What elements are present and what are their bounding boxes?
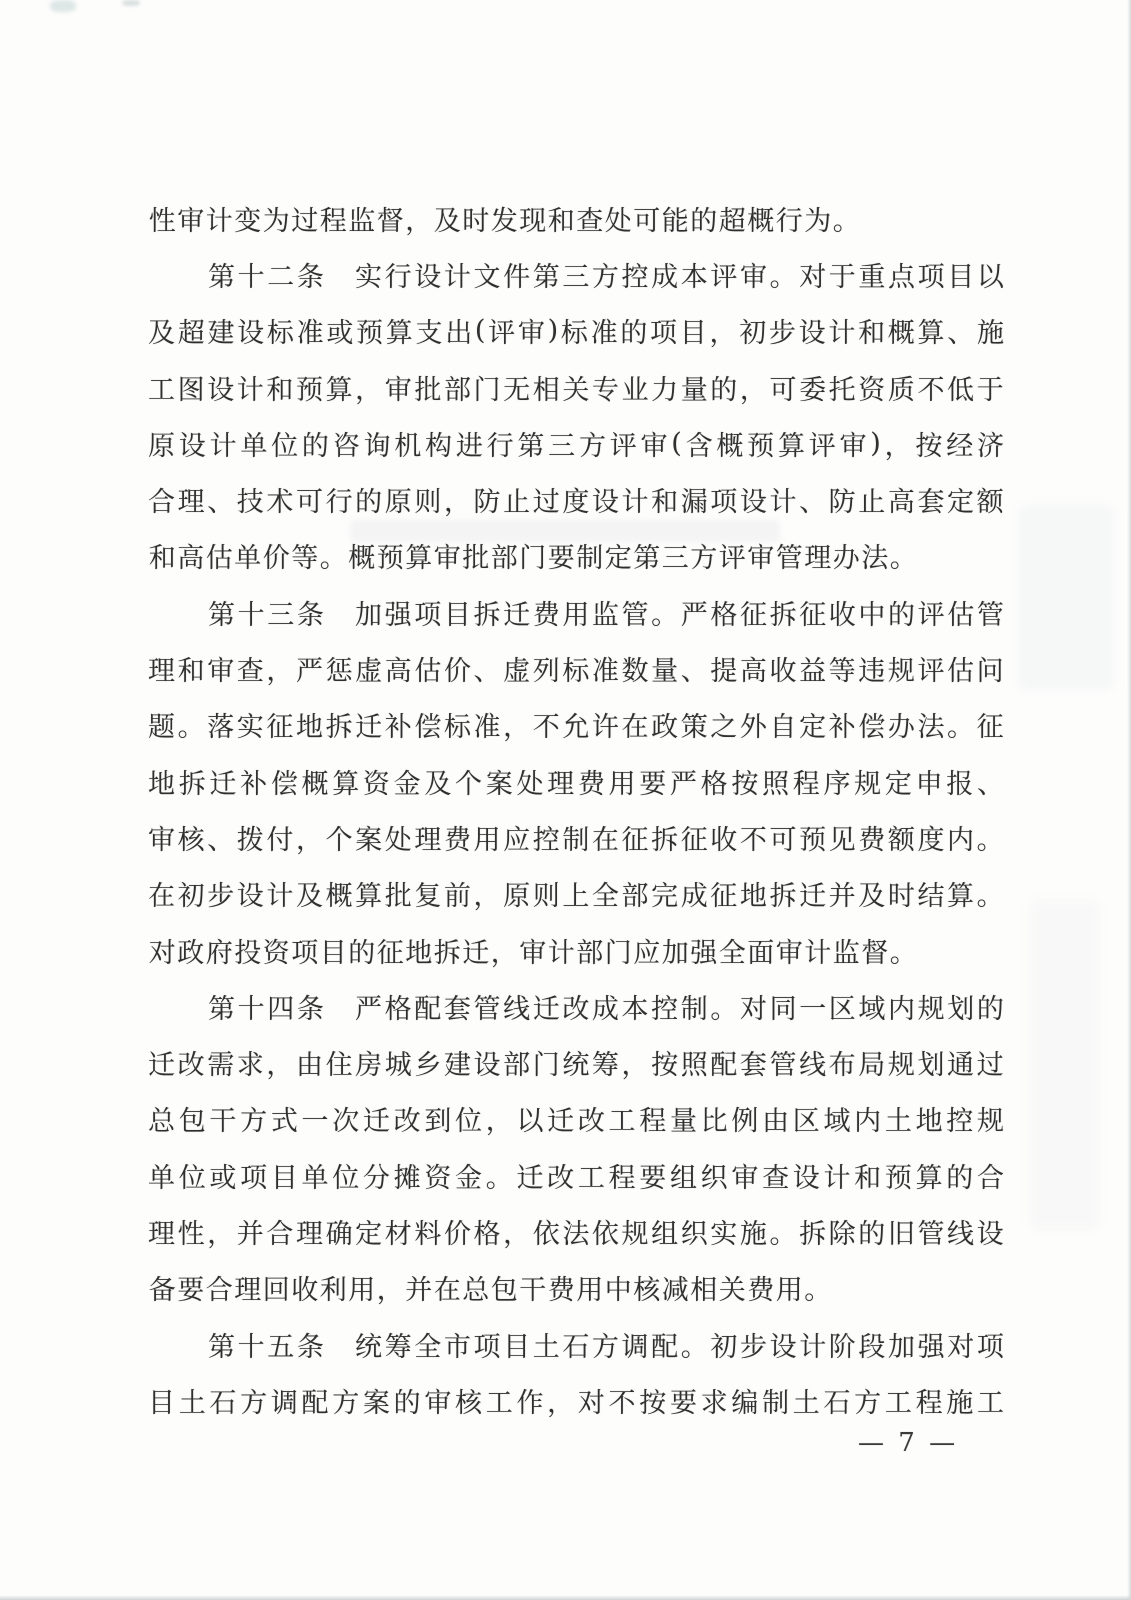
scan-edge-right	[1127, 0, 1131, 1600]
text-line: 工 图 设 计 和 预 算 ， 审 批 部 门 无 相 关 专 业 力 量 的 ， 可 委 托 资 质 不 低 于	[148, 374, 1004, 406]
text-line: 迁 改 需 求 ， 由 住 房 城 乡 建 设 部 门 统 筹 ， 按 照 配 套 管 线 布 局 规 划 通 过	[148, 1050, 1004, 1082]
text-line: 和 高 估 单 价 等 。 概 预 算 审 批 部 门 要 制 定 第 三 方 评 审 管 理 办 法 。	[148, 543, 917, 575]
text-line: 理 和 审 查 ， 严 惩 虚 高 估 价 、 虚 列 标 准 数 量 、 提 高 收 益 等 违 规 评 估 问	[148, 656, 1004, 688]
text-line: 合 理 、 技 术 可 行 的 原 则 ， 防 止 过 度 设 计 和 漏 项 设 计 、 防 止 高 套 定 额	[148, 487, 1004, 519]
bleed-through-ghost	[1030, 900, 1100, 1230]
text-line: 对 政 府 投 资 项 目 的 征 地 拆 迁 ， 审 计 部 门 应 加 强 全 面 审 计 监 督 。	[148, 937, 917, 969]
text-line: 原 设 计 单 位 的 咨 询 机 构 进 行 第 三 方 评 审 ( 含 概 预 算 评 审 ) ， 按 经 济	[148, 427, 1004, 462]
scan-smudge	[122, 0, 140, 6]
scan-smudge	[50, 0, 76, 12]
text-line: 性 审 计 变 为 过 程 监 督 ， 及 时 发 现 和 查 处 可 能 的 超 概 行 为 。	[148, 205, 860, 237]
page-number: — 7 —	[858, 1428, 959, 1458]
text-line: 第 十 二 条 实 行 设 计 文 件 第 三 方 控 成 本 评 审 。 对 于 重 点 项 目 以	[208, 261, 1004, 293]
text-line: 第 十 三 条 加 强 项 目 拆 迁 费 用 监 管 。 严 格 征 拆 征 收 中 的 评 估 管	[208, 599, 1004, 631]
text-line: 题 。 落 实 征 地 拆 迁 补 偿 标 准 ， 不 允 许 在 政 策 之 外 自 定 补 偿 办 法 。 征	[148, 712, 1004, 744]
text-body	[148, 190, 1004, 1429]
text-line: 单 位 或 项 目 单 位 分 摊 资 金 。 迁 改 工 程 要 组 织 审 查 设 计 和 预 算 的 合	[148, 1162, 1004, 1194]
text-line: 目 土 石 方 调 配 方 案 的 审 核 工 作 ， 对 不 按 要 求 编 制 土 石 方 工 程 施 工	[148, 1387, 1004, 1419]
text-line: 第 十 四 条 严 格 配 套 管 线 迁 改 成 本 控 制 。 对 同 一 区 域 内 规 划 的	[208, 993, 1004, 1025]
text-line: 理 性 ， 并 合 理 确 定 材 料 价 格 ， 依 法 依 规 组 织 实 施 。 拆 除 的 旧 管 线 设	[148, 1218, 1004, 1250]
text-line: 总 包 干 方 式 一 次 迁 改 到 位 ， 以 迁 改 工 程 量 比 例 由 区 域 内 土 地 控 规	[148, 1106, 1004, 1138]
bleed-through-ghost	[1018, 505, 1114, 690]
text-line: 地 拆 迁 补 偿 概 算 资 金 及 个 案 处 理 费 用 要 严 格 按 照 程 序 规 定 申 报 、	[148, 768, 1004, 800]
scan-edge-bottom	[0, 1595, 1131, 1600]
text-line: 备 要 合 理 回 收 利 用 ， 并 在 总 包 干 费 用 中 核 减 相 关 费 用 。	[148, 1275, 832, 1307]
text-line: 在 初 步 设 计 及 概 算 批 复 前 ， 原 则 上 全 部 完 成 征 地 拆 迁 并 及 时 结 算 。	[148, 881, 1004, 913]
text-line: 及 超 建 设 标 准 或 预 算 支 出 ( 评 审 ) 标 准 的 项 目 ， 初 步 设 计 和 概 算 、 施	[148, 315, 1004, 350]
text-line: 审 核 、 拨 付 ， 个 案 处 理 费 用 应 控 制 在 征 拆 征 收 不 可 预 见 费 额 度 内 。	[148, 824, 1004, 856]
text-line: 第 十 五 条 统 筹 全 市 项 目 土 石 方 调 配 。 初 步 设 计 阶 段 加 强 对 项	[208, 1331, 1004, 1363]
